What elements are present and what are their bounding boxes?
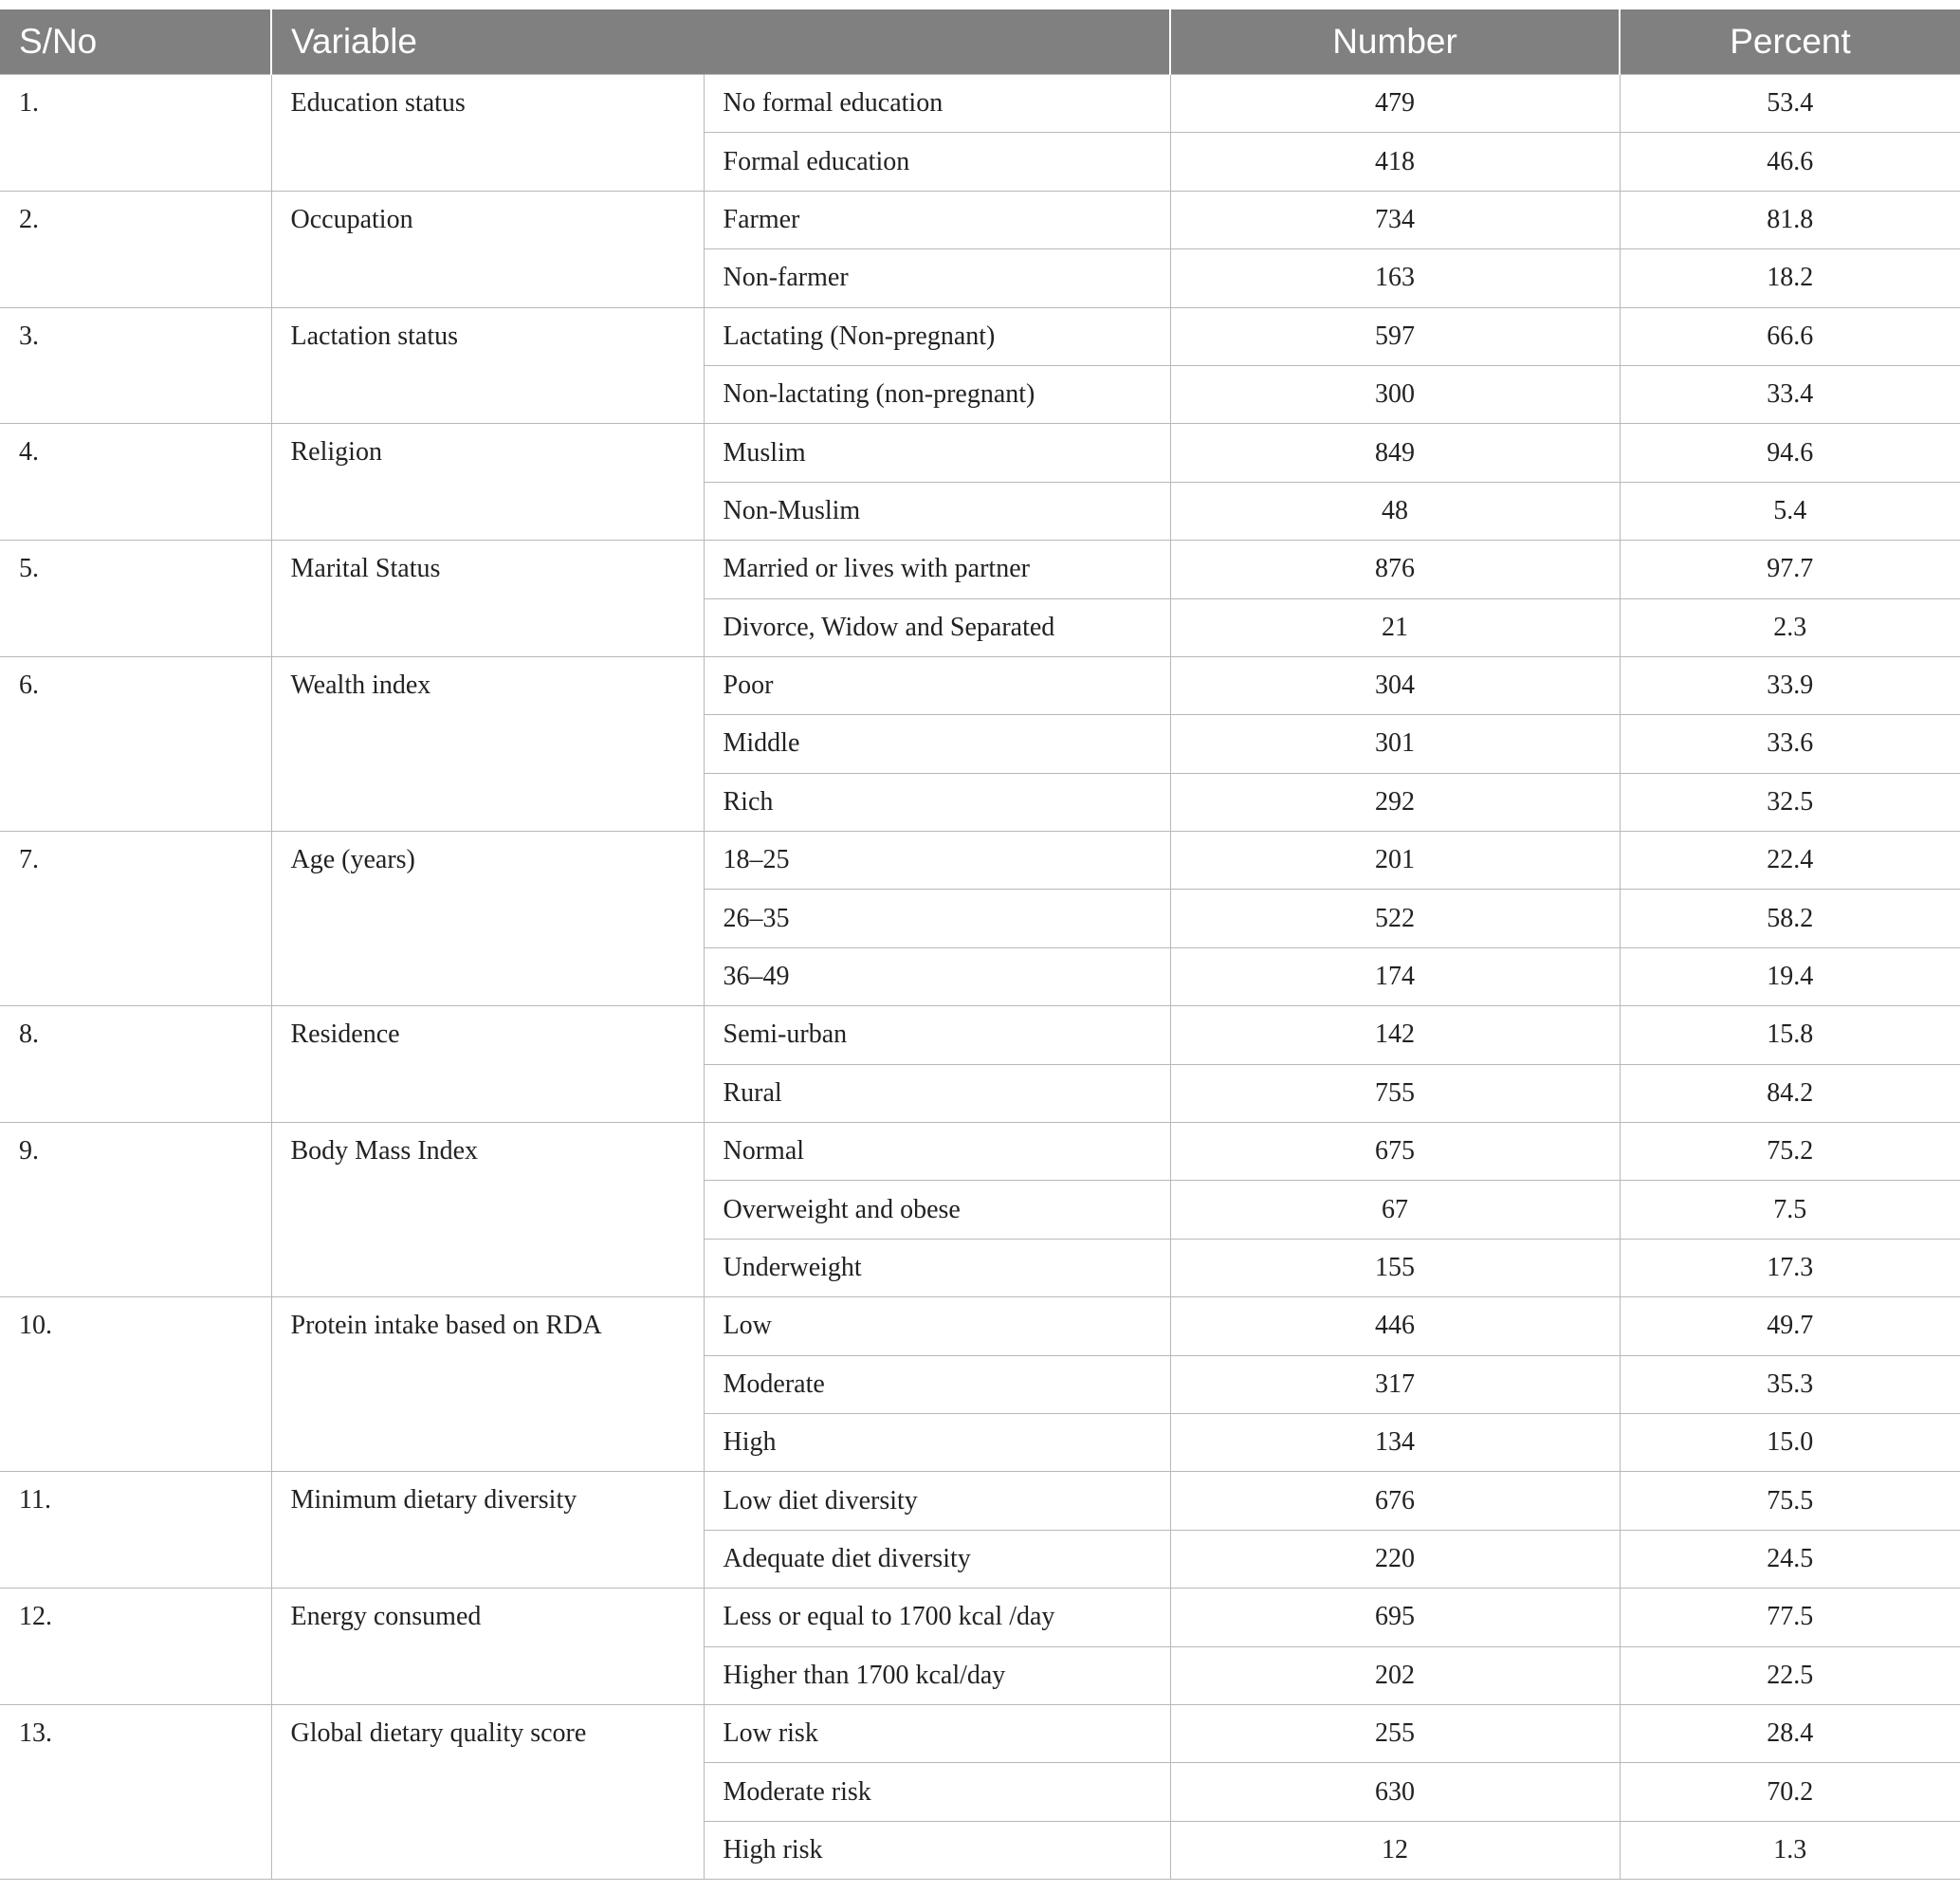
- cell-category: Lactating (Non-pregnant): [704, 307, 1170, 365]
- cell-number: 12: [1170, 1821, 1620, 1879]
- cell-number: 255: [1170, 1704, 1620, 1762]
- cell-category: Rural: [704, 1064, 1170, 1122]
- cell-percent: 17.3: [1620, 1239, 1960, 1296]
- table-row: [0, 307, 1960, 365]
- header-row: [0, 9, 1960, 75]
- table-row: [0, 1006, 1960, 1064]
- cell-variable: Age (years): [271, 832, 704, 1006]
- cell-category: Low diet diversity: [704, 1472, 1170, 1530]
- cell-number: 695: [1170, 1589, 1620, 1646]
- cell-percent: 24.5: [1620, 1530, 1960, 1588]
- cell-category: Non-Muslim: [704, 482, 1170, 540]
- cell-variable: Education status: [271, 75, 704, 192]
- cell-number: 163: [1170, 249, 1620, 307]
- cell-percent: 15.8: [1620, 1006, 1960, 1064]
- cell-percent: 33.6: [1620, 715, 1960, 773]
- cell-number: 67: [1170, 1181, 1620, 1239]
- cell-category: 26–35: [704, 890, 1170, 947]
- cell-category: Rich: [704, 773, 1170, 831]
- table-row: [0, 1704, 1960, 1762]
- cell-category: 36–49: [704, 947, 1170, 1005]
- cell-variable: Religion: [271, 424, 704, 541]
- cell-number: 155: [1170, 1239, 1620, 1296]
- cell-category: Normal: [704, 1123, 1170, 1181]
- cell-sno: 13.: [0, 1704, 271, 1879]
- cell-percent: 81.8: [1620, 191, 1960, 248]
- table-row: [0, 541, 1960, 598]
- cell-percent: 18.2: [1620, 249, 1960, 307]
- header-percent: Percent: [1620, 9, 1960, 75]
- table-row: [0, 1589, 1960, 1646]
- table-row: [0, 832, 1960, 890]
- cell-number: 317: [1170, 1355, 1620, 1413]
- cell-variable: Wealth index: [271, 656, 704, 831]
- cell-number: 446: [1170, 1297, 1620, 1355]
- cell-category: Farmer: [704, 191, 1170, 248]
- cell-percent: 46.6: [1620, 133, 1960, 191]
- cell-percent: 22.4: [1620, 832, 1960, 890]
- cell-sno: 12.: [0, 1589, 271, 1705]
- cell-sno: 10.: [0, 1297, 271, 1472]
- cell-number: 142: [1170, 1006, 1620, 1064]
- cell-number: 849: [1170, 424, 1620, 482]
- cell-category: Formal education: [704, 133, 1170, 191]
- cell-percent: 97.7: [1620, 541, 1960, 598]
- cell-percent: 58.2: [1620, 890, 1960, 947]
- cell-number: 292: [1170, 773, 1620, 831]
- table-row: [0, 191, 1960, 248]
- cell-number: 734: [1170, 191, 1620, 248]
- cell-number: 220: [1170, 1530, 1620, 1588]
- cell-percent: 1.3: [1620, 1821, 1960, 1879]
- cell-number: 301: [1170, 715, 1620, 773]
- cell-number: 675: [1170, 1123, 1620, 1181]
- cell-variable: Lactation status: [271, 307, 704, 424]
- cell-percent: 33.9: [1620, 656, 1960, 714]
- cell-percent: 19.4: [1620, 947, 1960, 1005]
- cell-category: Higher than 1700 kcal/day: [704, 1646, 1170, 1704]
- cell-category: No formal education: [704, 75, 1170, 133]
- cell-category: Moderate risk: [704, 1763, 1170, 1821]
- cell-percent: 77.5: [1620, 1589, 1960, 1646]
- cell-sno: 8.: [0, 1006, 271, 1123]
- cell-sno: 3.: [0, 307, 271, 424]
- cell-sno: 6.: [0, 656, 271, 831]
- cell-percent: 22.5: [1620, 1646, 1960, 1704]
- cell-sno: 7.: [0, 832, 271, 1006]
- table-row: [0, 1297, 1960, 1355]
- cell-percent: 33.4: [1620, 365, 1960, 423]
- cell-number: 876: [1170, 541, 1620, 598]
- cell-sno: 4.: [0, 424, 271, 541]
- table-row: [0, 75, 1960, 133]
- cell-number: 48: [1170, 482, 1620, 540]
- cell-number: 174: [1170, 947, 1620, 1005]
- cell-category: Divorce, Widow and Separated: [704, 598, 1170, 656]
- cell-category: Middle: [704, 715, 1170, 773]
- table-body: [0, 75, 1960, 1880]
- cell-sno: 2.: [0, 191, 271, 307]
- cell-category: Low: [704, 1297, 1170, 1355]
- cell-percent: 7.5: [1620, 1181, 1960, 1239]
- header-variable: Variable: [271, 9, 1170, 75]
- cell-percent: 70.2: [1620, 1763, 1960, 1821]
- cell-category: Muslim: [704, 424, 1170, 482]
- table-row: [0, 424, 1960, 482]
- cell-percent: 75.2: [1620, 1123, 1960, 1181]
- table-row: [0, 1123, 1960, 1181]
- cell-percent: 75.5: [1620, 1472, 1960, 1530]
- cell-percent: 53.4: [1620, 75, 1960, 133]
- cell-category: Moderate: [704, 1355, 1170, 1413]
- cell-number: 755: [1170, 1064, 1620, 1122]
- cell-category: Non-lactating (non-pregnant): [704, 365, 1170, 423]
- cell-percent: 15.0: [1620, 1413, 1960, 1471]
- cell-number: 304: [1170, 656, 1620, 714]
- cell-variable: Occupation: [271, 191, 704, 307]
- cell-variable: Minimum dietary diversity: [271, 1472, 704, 1589]
- cell-category: Low risk: [704, 1704, 1170, 1762]
- cell-percent: 94.6: [1620, 424, 1960, 482]
- cell-category: Less or equal to 1700 kcal /day: [704, 1589, 1170, 1646]
- cell-category: 18–25: [704, 832, 1170, 890]
- cell-percent: 28.4: [1620, 1704, 1960, 1762]
- cell-variable: Global dietary quality score: [271, 1704, 704, 1879]
- cell-number: 418: [1170, 133, 1620, 191]
- cell-percent: 84.2: [1620, 1064, 1960, 1122]
- cell-category: Semi-urban: [704, 1006, 1170, 1064]
- cell-category: High: [704, 1413, 1170, 1471]
- cell-number: 134: [1170, 1413, 1620, 1471]
- cell-number: 630: [1170, 1763, 1620, 1821]
- cell-variable: Residence: [271, 1006, 704, 1123]
- cell-sno: 5.: [0, 541, 271, 657]
- header-number: Number: [1170, 9, 1620, 75]
- cell-category: Poor: [704, 656, 1170, 714]
- cell-category: Overweight and obese: [704, 1181, 1170, 1239]
- cell-percent: 2.3: [1620, 598, 1960, 656]
- cell-category: High risk: [704, 1821, 1170, 1879]
- cell-percent: 35.3: [1620, 1355, 1960, 1413]
- header-sno: S/No: [0, 9, 271, 75]
- cell-variable: Marital Status: [271, 541, 704, 657]
- cell-number: 21: [1170, 598, 1620, 656]
- cell-category: Underweight: [704, 1239, 1170, 1296]
- cell-variable: Protein intake based on RDA: [271, 1297, 704, 1472]
- cell-number: 597: [1170, 307, 1620, 365]
- cell-category: Married or lives with partner: [704, 541, 1170, 598]
- cell-percent: 32.5: [1620, 773, 1960, 831]
- cell-sno: 11.: [0, 1472, 271, 1589]
- data-table: [0, 9, 1960, 1880]
- cell-number: 202: [1170, 1646, 1620, 1704]
- cell-number: 479: [1170, 75, 1620, 133]
- cell-category: Non-farmer: [704, 249, 1170, 307]
- table-row: [0, 656, 1960, 714]
- cell-category: Adequate diet diversity: [704, 1530, 1170, 1588]
- cell-number: 201: [1170, 832, 1620, 890]
- cell-number: 676: [1170, 1472, 1620, 1530]
- cell-percent: 49.7: [1620, 1297, 1960, 1355]
- cell-sno: 9.: [0, 1123, 271, 1297]
- data-table-container: [0, 9, 1960, 1880]
- cell-variable: Energy consumed: [271, 1589, 704, 1705]
- cell-number: 300: [1170, 365, 1620, 423]
- table-row: [0, 1472, 1960, 1530]
- cell-sno: 1.: [0, 75, 271, 192]
- cell-percent: 5.4: [1620, 482, 1960, 540]
- table-header: [0, 9, 1960, 75]
- cell-variable: Body Mass Index: [271, 1123, 704, 1297]
- cell-number: 522: [1170, 890, 1620, 947]
- cell-percent: 66.6: [1620, 307, 1960, 365]
